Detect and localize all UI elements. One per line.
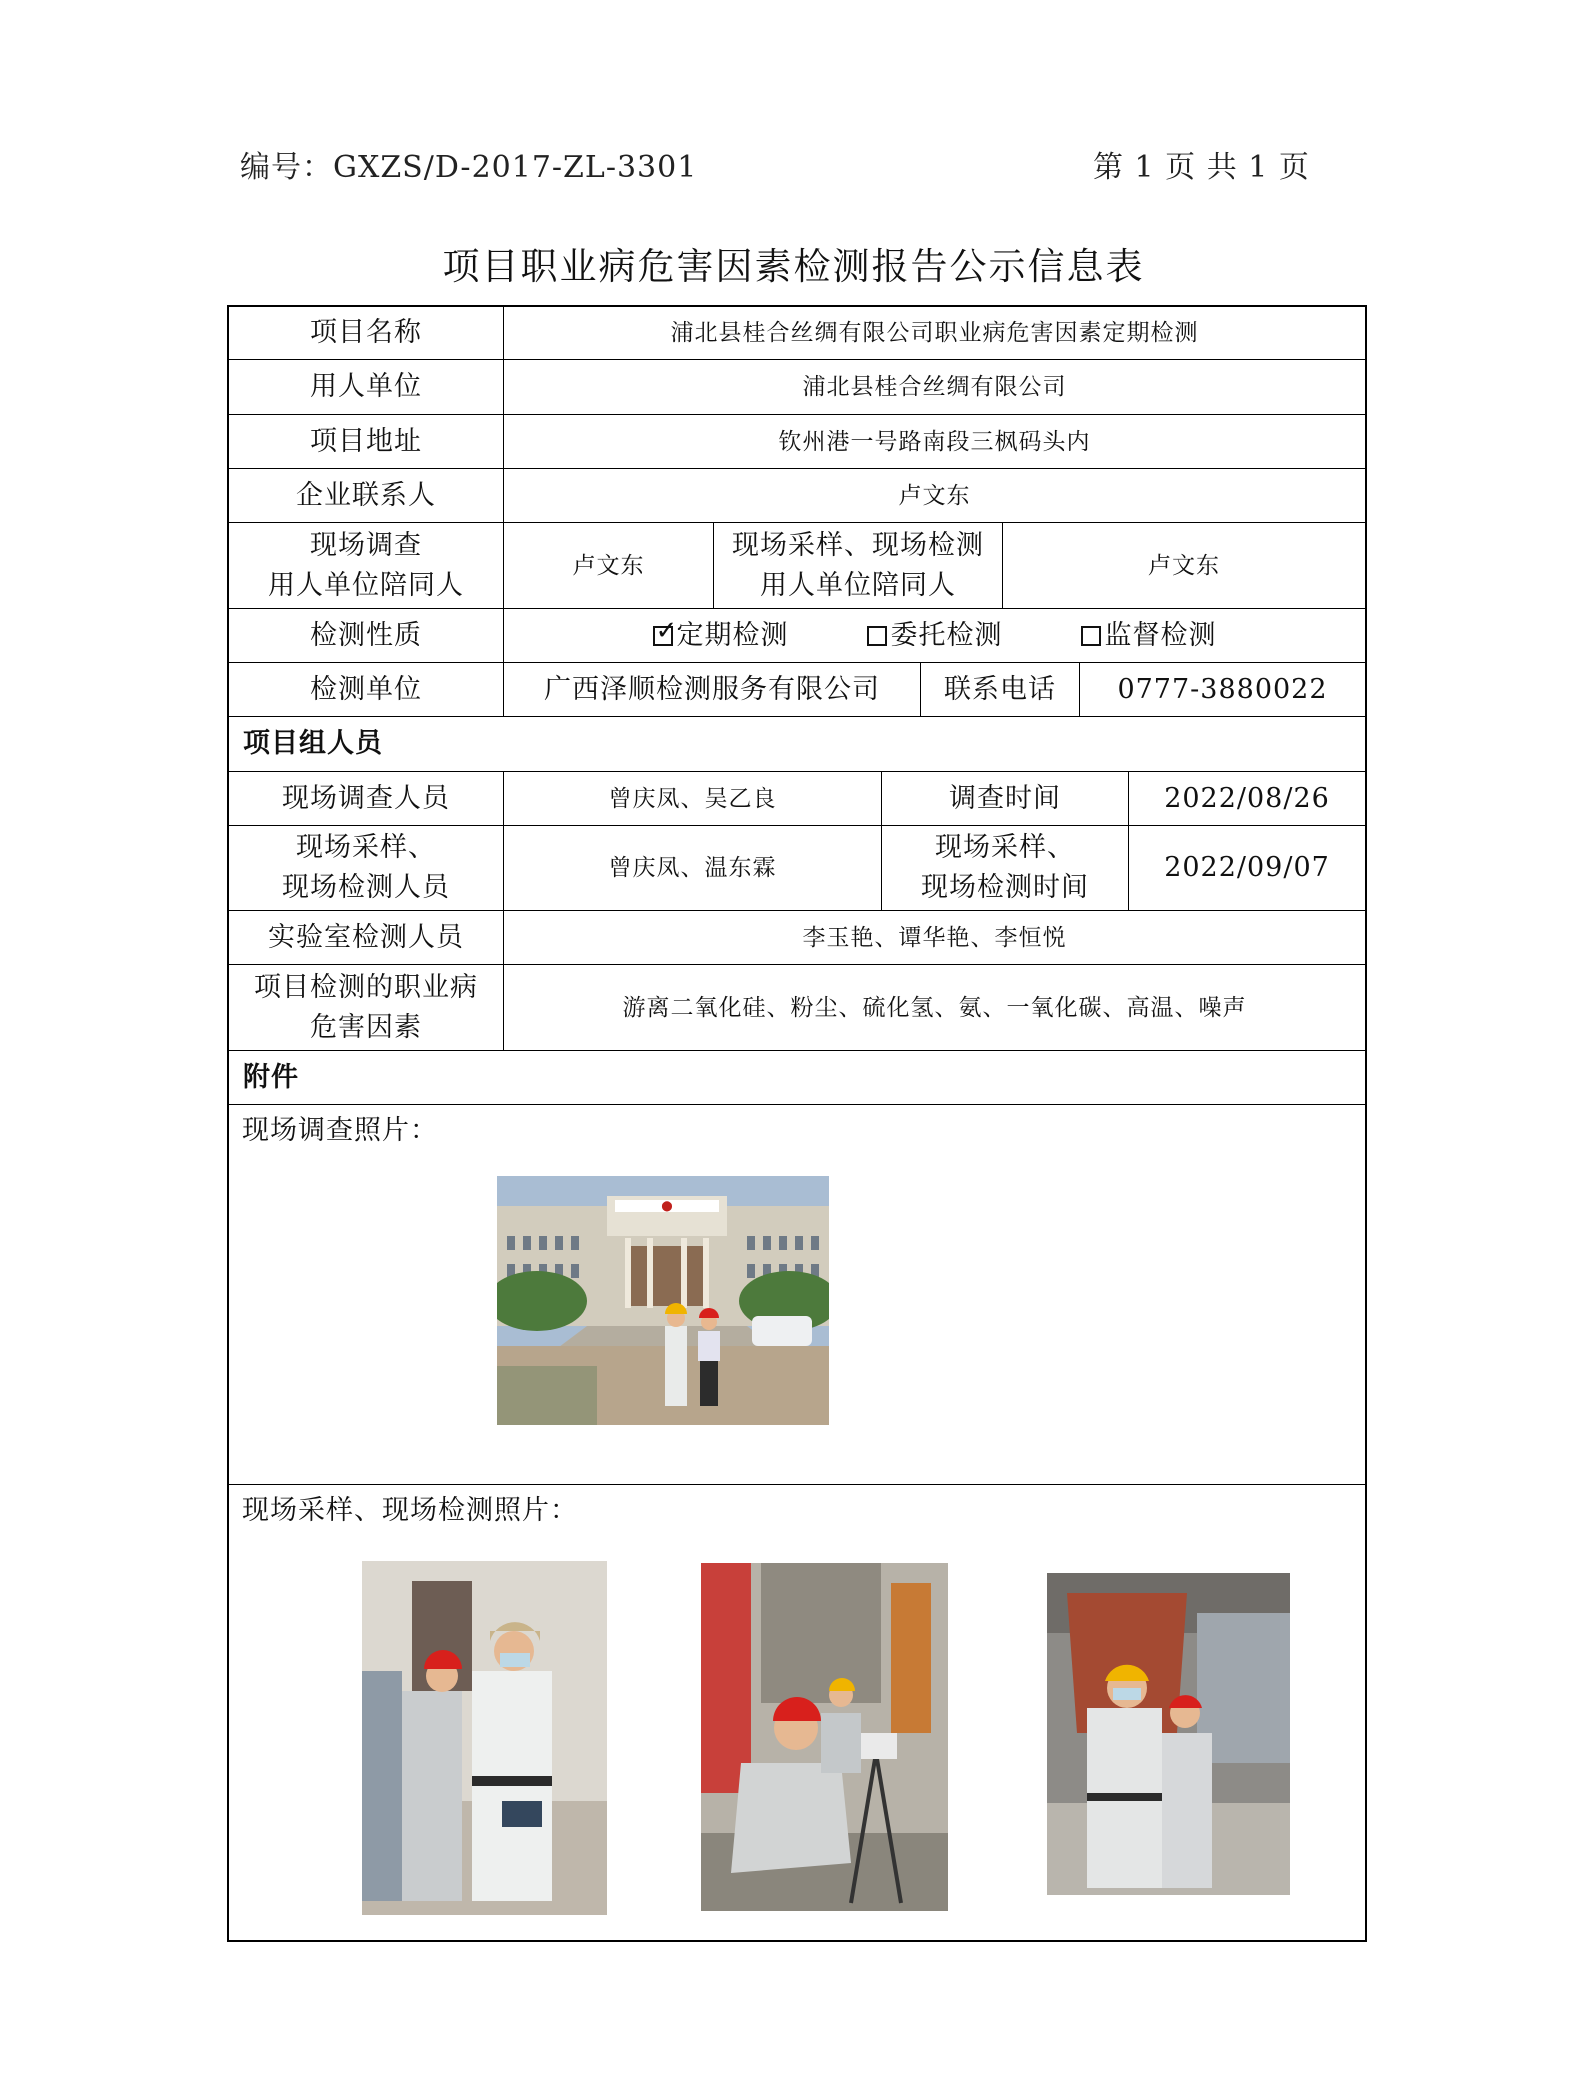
- hazards-value: 游离二氧化硅、粉尘、硫化氢、氨、一氧化碳、高温、噪声: [622, 994, 1247, 1021]
- employer-value: 浦北县桂合丝绸有限公司: [802, 374, 1067, 400]
- survey-escort-label: [229, 523, 503, 608]
- address-label: 项目地址: [310, 425, 422, 457]
- contact-value: 卢文东: [898, 482, 971, 509]
- sampling-escort-label-line2: 用人单位陪同人: [760, 569, 956, 601]
- survey-escort-label-line1: 现场调查: [310, 529, 422, 561]
- sampling-time-label-line1: 现场采样、: [935, 832, 1075, 863]
- survey-escort-label-line2: 用人单位陪同人: [268, 569, 464, 601]
- attachments-section-label: 附件: [243, 1061, 299, 1093]
- survey-photos-label: 现场调查照片：: [242, 1115, 438, 1146]
- lab-staff-value: 李玉艳、谭华艳、李恒悦: [802, 924, 1067, 951]
- checkbox-checked-icon[interactable]: ✓: [653, 626, 673, 646]
- page-info: 第 1 页 共 1 页: [1093, 150, 1310, 185]
- sampling-photos-label: 现场采样、现场检测照片：: [242, 1495, 578, 1526]
- hazards-label-line2: 危害因素: [310, 1011, 422, 1043]
- project-name-label: 项目名称: [310, 317, 422, 348]
- sampling-staff-label-line2: 现场检测人员: [282, 872, 450, 903]
- employer-label: 用人单位: [310, 371, 422, 402]
- phone-value: 0777-3880022: [1117, 673, 1328, 705]
- testing-unit-value: 广西泽顺检测服务有限公司: [544, 673, 880, 705]
- nature-option-label: 监督检测: [1104, 619, 1217, 651]
- sampling-time-label: [882, 826, 1128, 910]
- survey-escort-value: 卢文东: [572, 552, 645, 579]
- sampling-escort-value: 卢文东: [1148, 552, 1220, 579]
- checkbox-unchecked-icon[interactable]: [867, 626, 887, 646]
- nature-option-supervisory[interactable]: [1081, 616, 1217, 656]
- document-number: 编号：GXZS/D-2017-ZL-3301: [240, 150, 698, 185]
- page-title: 项目职业病危害因素检测报告公示信息表: [442, 245, 1145, 288]
- sampling-escort-label: [714, 523, 1002, 608]
- nature-option-entrusted[interactable]: [867, 616, 1003, 656]
- sampling-staff-value: 曾庆凤、温东霖: [608, 855, 777, 881]
- sampling-time-value: 2022/09/07: [1164, 852, 1330, 883]
- sampling-photo-3: [1047, 1573, 1290, 1895]
- address-value: 钦州港一号路南段三枫码头内: [778, 428, 1091, 455]
- phone-label: 联系电话: [944, 673, 1056, 705]
- sampling-staff-label: [229, 826, 503, 910]
- testing-unit-label: 检测单位: [310, 673, 422, 705]
- contact-label: 企业联系人: [296, 479, 436, 511]
- sampling-photo-2: [701, 1563, 948, 1911]
- nature-label: 检测性质: [310, 619, 422, 651]
- svg-text:⬤: ⬤: [661, 1201, 673, 1212]
- survey-time-value: 2022/08/26: [1164, 782, 1330, 814]
- sampling-escort-label-line1: 现场采样、现场检测: [732, 529, 984, 561]
- checkbox-unchecked-icon[interactable]: [1081, 626, 1101, 646]
- hazards-label-line1: 项目检测的职业病: [254, 971, 478, 1003]
- nature-option-periodic[interactable]: [653, 616, 789, 656]
- sampling-time-label-line2: 现场检测时间: [921, 872, 1089, 903]
- lab-staff-label: 实验室检测人员: [268, 921, 464, 953]
- nature-option-label: 定期检测: [676, 619, 789, 651]
- survey-photo: [497, 1176, 829, 1425]
- hazards-label: [229, 965, 503, 1050]
- sampling-staff-label-line1: 现场采样、: [296, 832, 436, 863]
- survey-staff-value: 曾庆凤、吴乙良: [608, 785, 777, 812]
- nature-options: [504, 609, 1365, 662]
- survey-time-label: 调查时间: [949, 782, 1061, 814]
- survey-staff-label: 现场调查人员: [282, 782, 450, 814]
- nature-option-label: 委托检测: [890, 619, 1003, 651]
- project-name-value: 浦北县桂合丝绸有限公司职业病危害因素定期检测: [670, 320, 1199, 346]
- team-section-label: 项目组人员: [243, 728, 383, 759]
- sampling-photo-1: [362, 1561, 607, 1915]
